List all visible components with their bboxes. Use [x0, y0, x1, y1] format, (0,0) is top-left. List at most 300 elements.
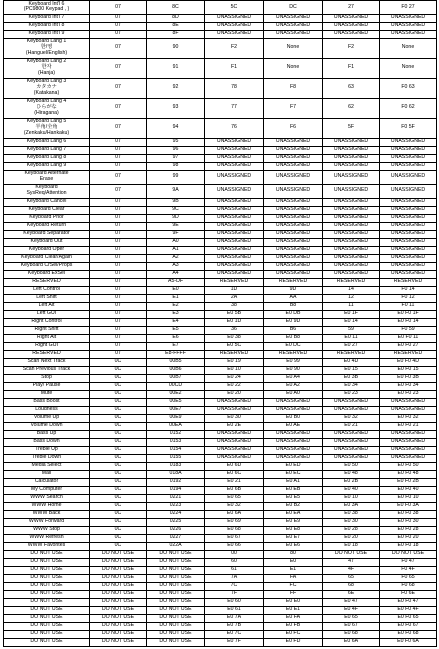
key-name-cell: Keyboard Lang 9	[4, 162, 90, 170]
set1-make-cell: E0 5C	[205, 342, 264, 350]
set1-make-cell: 5C	[205, 1, 264, 15]
set2-break-cell: None	[380, 58, 437, 78]
usage-page-cell: 0C	[90, 494, 147, 502]
usage-id-cell: E4	[147, 318, 205, 326]
set1-break-cell: B6	[264, 326, 323, 334]
set1-make-cell: E0 22	[205, 382, 264, 390]
set2-make-cell: UNASSIGNED	[323, 146, 380, 154]
table-row	[4, 398, 437, 406]
set1-break-cell: UNASSIGNED	[264, 262, 323, 270]
usage-page-cell: DO NOT USE	[90, 558, 147, 566]
usage-page-cell: 0C	[90, 430, 147, 438]
set2-make-cell: E0 50	[323, 462, 380, 470]
set2-make-cell: UNASSIGNED	[323, 206, 380, 214]
usage-page-cell: 07	[90, 350, 147, 358]
table-row	[4, 366, 437, 374]
usage-id-cell: 0194	[147, 486, 205, 494]
usage-page-cell: 07	[90, 22, 147, 30]
usage-page-cell: 07	[90, 214, 147, 222]
set2-break-cell: F0 4F	[380, 566, 437, 574]
table-row	[4, 598, 437, 606]
set1-break-cell: E0 FC	[264, 630, 323, 638]
set1-break-cell: UNASSIGNED	[264, 230, 323, 238]
table-row	[4, 270, 437, 278]
usage-id-cell: E5	[147, 326, 205, 334]
set2-break-cell: E0 F0 1F	[380, 310, 437, 318]
set1-break-cell: UNASSIGNED	[264, 170, 323, 184]
set2-make-cell: E0 28	[323, 526, 380, 534]
set1-break-cell: E0 E5	[264, 494, 323, 502]
set2-make-cell: UNASSIGNED	[323, 138, 380, 146]
usage-page-cell: 07	[90, 170, 147, 184]
set1-make-cell: 60	[205, 558, 264, 566]
usage-page-cell: 0C	[90, 454, 147, 462]
set1-make-cell: UNASSIGNED	[205, 154, 264, 162]
usage-id-cell: 00E7	[147, 406, 205, 414]
set1-make-cell: E0 10	[205, 366, 264, 374]
usage-id-cell: 97	[147, 154, 205, 162]
set2-break-cell: UNASSIGNED	[380, 230, 437, 238]
set2-make-cell: 11	[323, 302, 380, 310]
set1-break-cell: E0 FD	[264, 638, 323, 646]
key-name-cell: Keyboard Clear	[4, 206, 90, 214]
table-row	[4, 630, 437, 638]
set2-break-cell: UNASSIGNED	[380, 170, 437, 184]
usage-id-cell: 0192	[147, 478, 205, 486]
set2-make-cell: 27	[323, 1, 380, 15]
set2-break-cell: UNASSIGNED	[380, 238, 437, 246]
usage-page-cell: 07	[90, 246, 147, 254]
key-name-cell: Keyboard Lang 6	[4, 138, 90, 146]
usage-id-cell: 0154	[147, 446, 205, 454]
usage-page-cell: 0C	[90, 470, 147, 478]
usage-id-cell: 95	[147, 138, 205, 146]
key-name-cell: Left GUI	[4, 310, 90, 318]
set2-make-cell: E0 11	[323, 334, 380, 342]
set1-make-cell: E0 7C	[205, 630, 264, 638]
key-name-cell: DO NOT USE	[4, 566, 90, 574]
key-name-cell: DO NOT USE	[4, 606, 90, 614]
usage-id-cell: E2	[147, 302, 205, 310]
key-name-cell: Keyboard Lang 8	[4, 154, 90, 162]
set1-break-cell: UNASSIGNED	[264, 184, 323, 198]
set2-make-cell: UNASSIGNED	[323, 22, 380, 30]
key-name-cell: Keyboard Int'l 6 (PC9800 Keypad , )	[4, 1, 90, 15]
table-row	[4, 486, 437, 494]
table-row	[4, 334, 437, 342]
set2-break-cell: E0 F0 38	[380, 510, 437, 518]
key-name-cell: DO NOT USE	[4, 598, 90, 606]
set1-make-cell: F2	[205, 38, 264, 58]
set2-make-cell: 62	[323, 98, 380, 118]
table-row	[4, 382, 437, 390]
table-row	[4, 590, 437, 598]
usage-id-cell: 94	[147, 118, 205, 138]
set1-make-cell: UNASSIGNED	[205, 430, 264, 438]
key-name-cell: DO NOT USE	[4, 574, 90, 582]
set2-make-cell: E0 23	[323, 390, 380, 398]
set1-make-cell: 76	[205, 118, 264, 138]
set1-break-cell: UNASSIGNED	[264, 206, 323, 214]
set2-break-cell: E0 F0 15	[380, 366, 437, 374]
set2-break-cell: E0 F0 68	[380, 630, 437, 638]
set2-make-cell: UNASSIGNED	[323, 406, 380, 414]
set1-make-cell: E0 6C	[205, 470, 264, 478]
set1-make-cell: 38	[205, 302, 264, 310]
usage-id-cell: 00B7	[147, 374, 205, 382]
usage-id-cell: DO NOT USE	[147, 566, 205, 574]
set1-break-cell: UNASSIGNED	[264, 146, 323, 154]
set2-break-cell: E0 F0 32	[380, 414, 437, 422]
key-name-cell: DO NOT USE	[4, 550, 90, 558]
key-name-cell: Stop	[4, 374, 90, 382]
set2-break-cell: E0 F0 30	[380, 518, 437, 526]
set1-break-cell: UNASSIGNED	[264, 138, 323, 146]
set2-make-cell: E0 2B	[323, 478, 380, 486]
set2-break-cell: UNASSIGNED	[380, 246, 437, 254]
table-row	[4, 198, 437, 206]
usage-page-cell: 07	[90, 138, 147, 146]
set1-break-cell: E0 A1	[264, 478, 323, 486]
key-name-cell: Keyboard Out	[4, 238, 90, 246]
table-row	[4, 470, 437, 478]
usage-id-cell: 00B6	[147, 366, 205, 374]
set2-break-cell: None	[380, 38, 437, 58]
key-name-cell: Treble Up	[4, 446, 90, 454]
set1-break-cell: E0 EA	[264, 510, 323, 518]
table-row	[4, 454, 437, 462]
set1-make-cell: UNASSIGNED	[205, 398, 264, 406]
set2-make-cell: E0 1F	[323, 310, 380, 318]
set1-break-cell: E0 ED	[264, 462, 323, 470]
usage-page-cell: 07	[90, 310, 147, 318]
key-name-cell: DO NOT USE	[4, 622, 90, 630]
usage-page-cell: 0C	[90, 526, 147, 534]
set2-break-cell: UNASSIGNED	[380, 14, 437, 22]
key-name-cell: Treble Down	[4, 454, 90, 462]
table-row	[4, 430, 437, 438]
key-name-cell: WWW Search	[4, 494, 90, 502]
set2-make-cell: UNASSIGNED	[323, 170, 380, 184]
set2-break-cell: E0 F0 11	[380, 334, 437, 342]
table-row	[4, 638, 437, 646]
key-name-cell: DO NOT USE	[4, 638, 90, 646]
table-row	[4, 510, 437, 518]
usage-id-cell: DO NOT USE	[147, 550, 205, 558]
table-row	[4, 566, 437, 574]
set1-make-cell: UNASSIGNED	[205, 222, 264, 230]
key-name-cell: Bass Up	[4, 430, 90, 438]
set1-make-cell: UNASSIGNED	[205, 270, 264, 278]
key-name-cell: Right Control	[4, 318, 90, 326]
usage-page-cell: 0C	[90, 390, 147, 398]
set1-make-cell: E0 7F	[205, 638, 264, 646]
usage-page-cell: DO NOT USE	[90, 614, 147, 622]
usage-page-cell: DO NOT USE	[90, 590, 147, 598]
key-name-cell: DO NOT USE	[4, 582, 90, 590]
usage-id-cell: 00E9	[147, 414, 205, 422]
table-row	[4, 138, 437, 146]
set2-make-cell: 47	[323, 558, 380, 566]
usage-id-cell: A3	[147, 262, 205, 270]
key-name-cell: Keyboard Int'l 9	[4, 30, 90, 38]
key-name-cell: Keyboard Cancel	[4, 198, 90, 206]
table-row	[4, 222, 437, 230]
set1-make-cell: UNASSIGNED	[205, 170, 264, 184]
table-row	[4, 14, 437, 22]
set2-break-cell: DO NOT USE	[380, 550, 437, 558]
set1-break-cell: None	[264, 38, 323, 58]
usage-page-cell: 07	[90, 294, 147, 302]
usage-id-cell: 022A	[147, 542, 205, 550]
set1-break-cell: E0 DC	[264, 342, 323, 350]
set2-make-cell: F2	[323, 38, 380, 58]
table-row	[4, 98, 437, 118]
table-row	[4, 238, 437, 246]
set1-break-cell: RESERVED	[264, 278, 323, 286]
set1-make-cell: E0 24	[205, 374, 264, 382]
set2-make-cell: UNASSIGNED	[323, 238, 380, 246]
set2-break-cell: E0 F0 40	[380, 486, 437, 494]
set2-make-cell: UNASSIGNED	[323, 438, 380, 446]
table-row	[4, 38, 437, 58]
set1-break-cell: F7	[264, 98, 323, 118]
set2-make-cell: RESERVED	[323, 278, 380, 286]
set2-make-cell: UNASSIGNED	[323, 214, 380, 222]
set1-make-cell: UNASSIGNED	[205, 138, 264, 146]
key-name-cell: Keyboard Int'l 7	[4, 14, 90, 22]
key-name-cell: Keyboard Lang 3 カタカナ (Katakana)	[4, 78, 90, 98]
set2-break-cell: E0 F0 50	[380, 462, 437, 470]
set2-break-cell: UNASSIGNED	[380, 446, 437, 454]
key-name-cell: Volume Up	[4, 414, 90, 422]
usage-id-cell: 98	[147, 162, 205, 170]
set2-make-cell: 59	[323, 326, 380, 334]
set2-make-cell: 65	[323, 574, 380, 582]
usage-id-cell: DO NOT USE	[147, 582, 205, 590]
usage-page-cell: 0C	[90, 406, 147, 414]
set2-make-cell: UNASSIGNED	[323, 262, 380, 270]
usage-page-cell: DO NOT USE	[90, 638, 147, 646]
set1-make-cell: UNASSIGNED	[205, 214, 264, 222]
set1-make-cell: E0 21	[205, 478, 264, 486]
set1-make-cell: 7C	[205, 582, 264, 590]
set2-make-cell: UNASSIGNED	[323, 30, 380, 38]
set2-make-cell: E0 48	[323, 470, 380, 478]
set1-break-cell: UNASSIGNED	[264, 398, 323, 406]
table-row	[4, 294, 437, 302]
set2-break-cell: F0 65	[380, 574, 437, 582]
set2-make-cell: UNASSIGNED	[323, 454, 380, 462]
table-row	[4, 1, 437, 15]
set2-break-cell: UNASSIGNED	[380, 198, 437, 206]
set2-break-cell: UNASSIGNED	[380, 254, 437, 262]
set2-break-cell: F0 14	[380, 286, 437, 294]
key-name-cell: DO NOT USE	[4, 558, 90, 566]
usage-id-cell: 9D	[147, 214, 205, 222]
table-row	[4, 118, 437, 138]
set1-break-cell: UNASSIGNED	[264, 14, 323, 22]
key-name-cell: Bass Down	[4, 438, 90, 446]
key-name-cell: WWW Favorites	[4, 542, 90, 550]
set2-make-cell: UNASSIGNED	[323, 14, 380, 22]
usage-page-cell: 07	[90, 38, 147, 58]
set1-make-cell: 36	[205, 326, 264, 334]
set2-make-cell: E0 27	[323, 342, 380, 350]
set1-make-cell: UNASSIGNED	[205, 198, 264, 206]
key-name-cell: Keyboard Clear/Again	[4, 254, 90, 262]
set1-break-cell: E0 90	[264, 366, 323, 374]
table-row	[4, 462, 437, 470]
set1-break-cell: E0 E0	[264, 598, 323, 606]
set2-break-cell: UNASSIGNED	[380, 154, 437, 162]
usage-page-cell: 07	[90, 154, 147, 162]
usage-id-cell: A1	[147, 246, 205, 254]
table-row	[4, 154, 437, 162]
set1-break-cell: E0 E7	[264, 534, 323, 542]
table-row	[4, 374, 437, 382]
usage-page-cell: DO NOT USE	[90, 606, 147, 614]
set1-break-cell: None	[264, 58, 323, 78]
table-row	[4, 170, 437, 184]
set1-break-cell: UNASSIGNED	[264, 162, 323, 170]
usage-page-cell: 0C	[90, 534, 147, 542]
set1-break-cell: UNASSIGNED	[264, 446, 323, 454]
set2-break-cell: UNASSIGNED	[380, 22, 437, 30]
key-name-cell: Left Shift	[4, 294, 90, 302]
usage-id-cell: 00E5	[147, 398, 205, 406]
set2-make-cell: UNASSIGNED	[323, 246, 380, 254]
set2-make-cell: E0 4D	[323, 358, 380, 366]
set1-make-cell: RESERVED	[205, 278, 264, 286]
table-row	[4, 286, 437, 294]
usage-id-cell: DO NOT USE	[147, 558, 205, 566]
usage-page-cell: 0C	[90, 542, 147, 550]
usage-id-cell: 018A	[147, 470, 205, 478]
set2-break-cell: UNASSIGNED	[380, 406, 437, 414]
set1-make-cell: E0 32	[205, 502, 264, 510]
set2-break-cell: E0 F0 67	[380, 622, 437, 630]
usage-id-cell: E3	[147, 310, 205, 318]
set1-make-cell: E0 61	[205, 606, 264, 614]
set1-make-cell: UNASSIGNED	[205, 262, 264, 270]
set1-make-cell: UNASSIGNED	[205, 14, 264, 22]
usage-id-cell: 8C	[147, 1, 205, 15]
set1-break-cell: UNASSIGNED	[264, 246, 323, 254]
set1-make-cell: UNASSIGNED	[205, 206, 264, 214]
set2-break-cell: F0 59	[380, 326, 437, 334]
usage-page-cell: 07	[90, 270, 147, 278]
key-name-cell: WWW Home	[4, 502, 90, 510]
set2-make-cell: UNASSIGNED	[323, 270, 380, 278]
set1-make-cell: E0 69	[205, 518, 264, 526]
set1-break-cell: AA	[264, 294, 323, 302]
usage-page-cell: 07	[90, 302, 147, 310]
set2-break-cell: E0 F0 34	[380, 382, 437, 390]
usage-page-cell: 0C	[90, 374, 147, 382]
table-row	[4, 214, 437, 222]
usage-id-cell: 93	[147, 98, 205, 118]
usage-id-cell: DO NOT USE	[147, 614, 205, 622]
usage-id-cell: 9F	[147, 230, 205, 238]
set2-make-cell: E0 65	[323, 614, 380, 622]
usage-page-cell: 0C	[90, 366, 147, 374]
set2-make-cell: E0 40	[323, 486, 380, 494]
usage-id-cell: DO NOT USE	[147, 574, 205, 582]
usage-id-cell: 92	[147, 78, 205, 98]
set1-make-cell: UNASSIGNED	[205, 246, 264, 254]
key-name-cell: Keyboard Separator	[4, 230, 90, 238]
set1-make-cell: E0 68	[205, 526, 264, 534]
set2-break-cell: UNASSIGNED	[380, 262, 437, 270]
usage-page-cell: 07	[90, 254, 147, 262]
set1-make-cell: E0 60	[205, 598, 264, 606]
set2-make-cell: E0 30	[323, 518, 380, 526]
set2-break-cell: UNASSIGNED	[380, 270, 437, 278]
table-row	[4, 502, 437, 510]
usage-id-cell: DO NOT USE	[147, 598, 205, 606]
set2-break-cell: UNASSIGNED	[380, 206, 437, 214]
set1-make-cell: UNASSIGNED	[205, 30, 264, 38]
usage-page-cell: 0C	[90, 382, 147, 390]
usage-id-cell: 9A	[147, 184, 205, 198]
set1-break-cell: E0 9D	[264, 318, 323, 326]
usage-page-cell: 07	[90, 184, 147, 198]
key-name-cell: Mute	[4, 390, 90, 398]
set1-make-cell: RESERVED	[205, 350, 264, 358]
set2-break-cell: E0 F0 47	[380, 598, 437, 606]
key-name-cell: Mail	[4, 470, 90, 478]
set1-break-cell: E0 DB	[264, 310, 323, 318]
key-name-cell: Bass Boost	[4, 398, 90, 406]
table-row	[4, 246, 437, 254]
set2-make-cell: E0 18	[323, 542, 380, 550]
usage-page-cell: 07	[90, 222, 147, 230]
set1-break-cell: E0	[264, 558, 323, 566]
set2-break-cell: E0 F0 48	[380, 470, 437, 478]
table-row	[4, 162, 437, 170]
set2-make-cell: UNASSIGNED	[323, 430, 380, 438]
key-name-cell: RESERVED	[4, 278, 90, 286]
table-row	[4, 302, 437, 310]
table-row	[4, 310, 437, 318]
usage-id-cell: A2	[147, 254, 205, 262]
set2-break-cell: E0 F0 27	[380, 342, 437, 350]
usage-page-cell: 07	[90, 58, 147, 78]
set2-make-cell: 5F	[323, 118, 380, 138]
set2-break-cell: UNASSIGNED	[380, 430, 437, 438]
key-name-cell: My Computer	[4, 486, 90, 494]
key-name-cell: Keyboard Lang 2 한자 (Hanja)	[4, 58, 90, 78]
usage-page-cell: 0C	[90, 502, 147, 510]
table-row	[4, 478, 437, 486]
usage-id-cell: 0225	[147, 518, 205, 526]
set1-make-cell: 7F	[205, 590, 264, 598]
set1-make-cell: UNASSIGNED	[205, 146, 264, 154]
usage-page-cell: 07	[90, 206, 147, 214]
table-row	[4, 526, 437, 534]
usage-id-cell: 00CD	[147, 382, 205, 390]
set2-make-cell: E0 3B	[323, 374, 380, 382]
table-row	[4, 206, 437, 214]
usage-page-cell: 0C	[90, 486, 147, 494]
set1-make-cell: E0 6B	[205, 486, 264, 494]
set1-break-cell: E0 EB	[264, 486, 323, 494]
key-name-cell: Right Alt	[4, 334, 90, 342]
set1-make-cell: UNASSIGNED	[205, 254, 264, 262]
usage-id-cell: 0155	[147, 454, 205, 462]
set1-break-cell: UNASSIGNED	[264, 270, 323, 278]
